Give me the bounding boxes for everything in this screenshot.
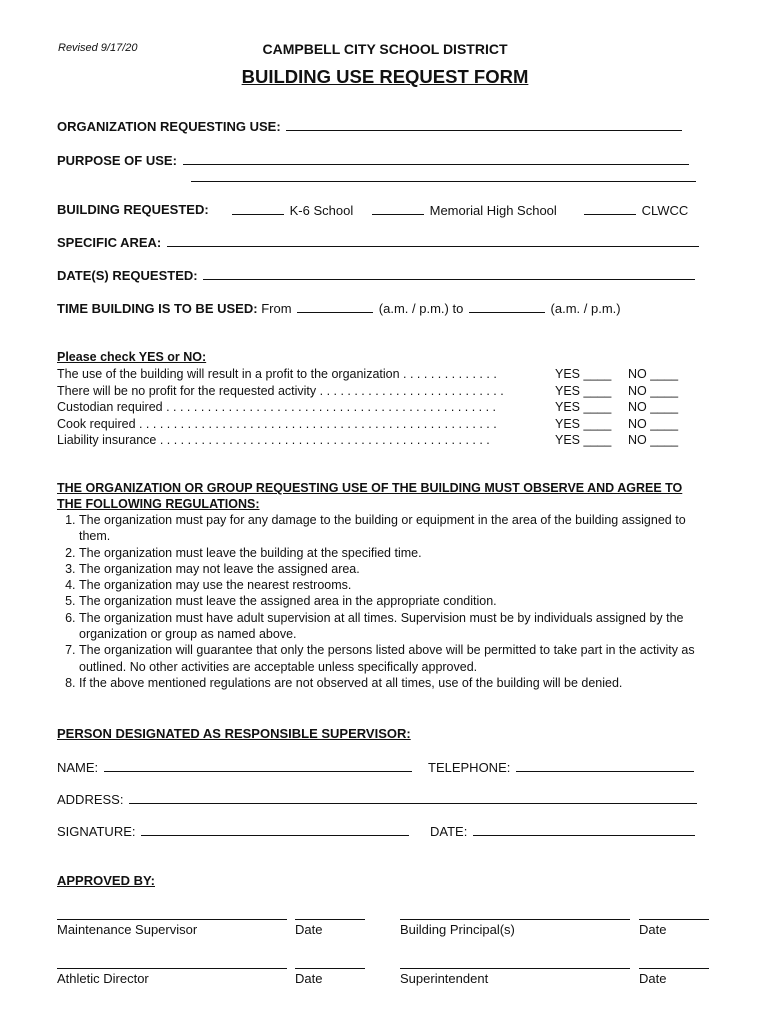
signature-label: SIGNATURE: <box>57 824 136 839</box>
purpose-field[interactable] <box>183 152 689 165</box>
no-option[interactable]: NO ____ <box>628 433 679 447</box>
regulations-heading: THE ORGANIZATION OR GROUP REQUESTING USE OF THE BUILDING MUST OBSERVE AND AGREE TO THE FOLLOWING REGULATIONS: <box>57 481 683 511</box>
form-title: BUILDING USE REQUEST FORM <box>241 66 529 87</box>
k6-label: K-6 School <box>289 203 354 218</box>
check-item: Custodian required . . . . . . . . . . . . . . . . . . . . . . . . . . . . . . . . . . . . . . . . . . . . . . . . <box>57 400 497 414</box>
clwcc-checkline[interactable] <box>584 202 636 215</box>
regulations-list <box>57 512 697 691</box>
signature-field[interactable] <box>141 823 409 836</box>
dates-label: DATE(S) REQUESTED: <box>57 268 198 283</box>
building-option-mhs[interactable] <box>370 202 557 218</box>
date-row <box>430 823 697 839</box>
check-item: There will be no profit for the requested activity . . . . . . . . . . . . . . . . . . . . . . . . . . . <box>57 383 504 398</box>
organization-label: ORGANIZATION REQUESTING USE: <box>57 119 281 134</box>
regulation-item: 8. If the above mentioned regulations are not observed at all times, use of the building will be denied. <box>79 675 697 691</box>
address-field[interactable] <box>129 791 697 804</box>
regulation-item: 6. The organization must have adult supervision at all times. Supervision must be by individuals assigned by the organization or group as named above. <box>79 610 697 643</box>
no-option[interactable]: NO ____ <box>628 400 679 414</box>
check-item: Liability insurance . . . . . . . . . . . . . . . . . . . . . . . . . . . . . . . . . . . . . . . . . . . . . . . . <box>57 433 490 447</box>
yes-option[interactable]: YES ____ <box>555 416 612 431</box>
building-label: BUILDING REQUESTED: <box>57 202 209 217</box>
yes-option[interactable]: YES ____ <box>555 433 612 447</box>
dates-field[interactable] <box>203 267 695 280</box>
athletic-date-label: Date <box>295 971 323 986</box>
principal-signature-line[interactable] <box>400 918 630 920</box>
telephone-label: TELEPHONE: <box>428 760 511 775</box>
building-row <box>57 202 209 217</box>
approved-heading: APPROVED BY: <box>57 873 155 888</box>
purpose-row <box>57 152 691 168</box>
yes-option[interactable]: YES ____ <box>555 367 612 381</box>
purpose-label: PURPOSE OF USE: <box>57 153 177 168</box>
mhs-label: Memorial High School <box>429 203 557 218</box>
regulation-item: 2. The organization must leave the building at the specified time. <box>79 545 697 561</box>
maintenance-signature-line[interactable] <box>57 918 287 920</box>
principal-date-line[interactable] <box>639 918 709 920</box>
district-name: CAMPBELL CITY SCHOOL DISTRICT <box>262 41 508 57</box>
address-row <box>57 791 699 807</box>
dates-row <box>57 267 697 283</box>
building-option-k6[interactable] <box>230 202 353 218</box>
specific-area-row <box>57 234 701 250</box>
date-field[interactable] <box>473 823 695 836</box>
superintendent-label: Superintendent <box>400 971 489 986</box>
maintenance-label: Maintenance Supervisor <box>57 922 198 937</box>
no-option[interactable]: NO ____ <box>628 383 679 398</box>
name-field[interactable] <box>104 759 412 772</box>
mhs-checkline[interactable] <box>372 202 424 215</box>
date-label: DATE: <box>430 824 468 839</box>
time-to-field[interactable] <box>469 300 545 313</box>
no-option[interactable]: NO ____ <box>628 367 679 381</box>
supervisor-heading: PERSON DESIGNATED AS RESPONSIBLE SUPERVISOR: <box>57 726 411 741</box>
time-from-field[interactable] <box>297 300 373 313</box>
yes-option[interactable]: YES ____ <box>555 383 612 398</box>
address-label: ADDRESS: <box>57 792 124 807</box>
time-row <box>57 300 621 316</box>
k6-checkline[interactable] <box>232 202 284 215</box>
telephone-row <box>428 759 696 775</box>
check-heading: Please check YES or NO: <box>57 350 207 364</box>
check-list <box>0 366 770 450</box>
regulation-item: 4. The organization may use the nearest restrooms. <box>79 577 697 593</box>
maintenance-date-line[interactable] <box>295 918 365 920</box>
name-row <box>57 759 414 775</box>
specific-area-field[interactable] <box>167 234 699 247</box>
building-option-clwcc[interactable] <box>582 202 688 218</box>
regulation-item: 5. The organization must leave the assigned area in the appropriate condition. <box>79 593 697 609</box>
regulation-item: 1. The organization must pay for any damage to the building or equipment in the area of the building assigned to them. <box>79 512 697 545</box>
time-label: TIME BUILDING IS TO BE USED: <box>57 301 258 316</box>
time-ampm-to: (a.m. / p.m.) to <box>378 301 464 316</box>
name-label: NAME: <box>57 760 99 775</box>
organization-field[interactable] <box>286 118 682 131</box>
maintenance-date-label: Date <box>295 922 323 937</box>
superintendent-date-line[interactable] <box>639 967 709 969</box>
specific-area-label: SPECIFIC AREA: <box>57 235 162 250</box>
organization-row <box>57 118 684 134</box>
clwcc-label: CLWCC <box>641 203 689 218</box>
revision-date: Revised 9/17/20 <box>58 42 138 54</box>
regulations-section <box>57 480 697 691</box>
time-from-label: From <box>261 301 292 316</box>
purpose-field-line2[interactable] <box>191 181 696 182</box>
athletic-label: Athletic Director <box>57 971 149 986</box>
yes-option[interactable]: YES ____ <box>555 400 612 414</box>
signature-row <box>57 823 411 839</box>
no-option[interactable]: NO ____ <box>628 416 679 431</box>
telephone-field[interactable] <box>516 759 694 772</box>
time-ampm-end: (a.m. / p.m.) <box>550 301 621 316</box>
superintendent-signature-line[interactable] <box>400 967 630 969</box>
athletic-signature-line[interactable] <box>57 967 287 969</box>
regulation-item: 3. The organization may not leave the assigned area. <box>79 561 697 577</box>
check-item: Cook required . . . . . . . . . . . . . . . . . . . . . . . . . . . . . . . . . . . . . . . . . . . . . . . . . . . . <box>57 416 497 431</box>
principal-date-label: Date <box>639 922 667 937</box>
superintendent-date-label: Date <box>639 971 667 986</box>
regulation-item: 7. The organization will guarantee that only the persons listed above will be permitted to take part in the activity as outlined. No other activities are acceptable unless specifically approved. <box>79 642 697 675</box>
check-item: The use of the building will result in a profit to the organization . . . . . . . . . . . . . . <box>57 367 497 381</box>
principal-label: Building Principal(s) <box>400 922 515 937</box>
athletic-date-line[interactable] <box>295 967 365 969</box>
